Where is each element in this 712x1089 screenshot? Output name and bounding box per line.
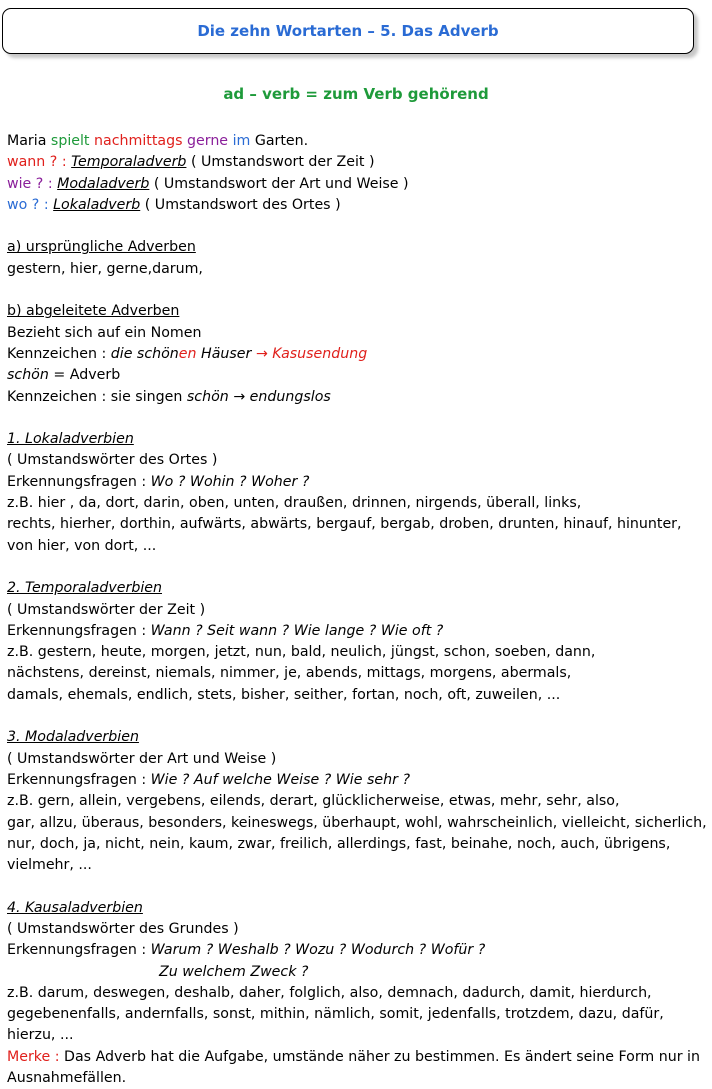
section-questions xyxy=(7,940,712,961)
section-desc: ( Umstandswörter der Zeit ) xyxy=(7,601,206,618)
section-heading: 2. Temporaladverbien xyxy=(7,580,162,597)
section-questions xyxy=(7,621,712,642)
type-modal xyxy=(7,174,712,195)
questions-label: Erkennungsfragen : xyxy=(7,942,147,959)
type-term: Temporaladverb xyxy=(71,154,187,171)
type-desc: ( Umstandswort der Art und Weise ) xyxy=(153,175,409,192)
merke-text: Das Adverb hat die Aufgabe, umstände näher zu bestimmen. Es ändert seine Form nur in xyxy=(64,1048,700,1065)
type-desc: ( Umstandswort des Ortes ) xyxy=(144,196,341,213)
section-heading: 4. Kausaladverbien xyxy=(7,899,143,916)
section-questions xyxy=(7,770,712,791)
section-b-heading: b) abgeleitete Adverben xyxy=(7,303,180,320)
kennzeichen-example-post: Häuser xyxy=(201,345,252,362)
example-line: von hier, von dort, ... xyxy=(7,537,157,554)
questions-text: Warum ? Weshalb ? Wozu ? Wodurch ? Wofür ? xyxy=(150,942,486,959)
type-term: Modaladverb xyxy=(57,175,150,192)
section-heading: 3. Modaladverbien xyxy=(7,729,139,746)
endungslos: endungslos xyxy=(249,388,331,405)
section-b-schoen xyxy=(7,365,712,386)
example-sentence xyxy=(7,131,712,152)
questions-text-continued: Zu welchem Zweck ? xyxy=(159,963,309,980)
type-question: wie ? : xyxy=(7,175,53,192)
kennzeichen-example-pre: die schön xyxy=(110,345,179,362)
questions-label: Erkennungsfragen : xyxy=(7,771,147,788)
example-line: z.B. gern, allein, vergebens, eilends, derart, glücklicherweise, etwas, mehr, sehr, also, xyxy=(7,793,620,810)
word-spielt: spielt xyxy=(50,133,90,149)
section-b-kennzeichen2 xyxy=(7,387,712,408)
questions-text: Wo ? Wohin ? Woher ? xyxy=(150,473,310,490)
section-a-examples: gestern, hier, gerne,darum, xyxy=(7,260,203,277)
type-question: wo ? : xyxy=(7,196,49,213)
kennzeichen-label: Kennzeichen : xyxy=(7,345,107,362)
page-title: Die zehn Wortarten – 5. Das Adverb xyxy=(197,22,499,40)
kennzeichen2-word: schön xyxy=(186,388,229,405)
example-line: z.B. darum, deswegen, deshalb, daher, folglich, also, demnach, dadurch, damit, hierdurch, xyxy=(7,984,652,1001)
kasus-ending: en xyxy=(178,345,197,362)
arrow-icon: → xyxy=(233,388,246,405)
example-line: gar, allzu, überaus, besonders, keineswegs, überhaupt, wohl, wahrscheinlich, vielleicht, sicherlich, xyxy=(7,814,707,831)
type-term: Lokaladverb xyxy=(53,196,141,213)
section-desc: ( Umstandswörter des Grundes ) xyxy=(7,920,239,937)
schoen-rest: = Adverb xyxy=(53,367,121,384)
example-line: z.B. gestern, heute, morgen, jetzt, nun, bald, neulich, jüngst, schon, soeben, dann, xyxy=(7,644,596,661)
example-line: gegebenenfalls, andernfalls, sonst, mithin, nämlich, somit, jedenfalls, trotzdem, dazu, dafür, xyxy=(7,1006,664,1023)
section-b-line1: Bezieht sich auf ein Nomen xyxy=(7,324,202,341)
arrow-icon: → xyxy=(255,345,268,362)
section-questions xyxy=(7,472,712,493)
section-desc: ( Umstandswörter der Art und Weise ) xyxy=(7,750,277,767)
example-line: rechts, hierher, dorthin, aufwärts, abwärts, bergauf, bergab, droben, drunten, hinauf, hinunter, xyxy=(7,516,682,533)
page-subtitle: ad – verb = zum Verb gehörend xyxy=(223,85,489,103)
word-maria: Maria xyxy=(7,133,47,149)
example-line: vielmehr, ... xyxy=(7,857,92,874)
example-line: nur, doch, ja, nicht, nein, kaum, zwar, freilich, allerdings, fast, beinahe, noch, auch, übrigens, xyxy=(7,835,671,852)
questions-text: Wann ? Seit wann ? Wie lange ? Wie oft ? xyxy=(150,622,444,639)
questions-text: Wie ? Auf welche Weise ? Wie sehr ? xyxy=(150,771,410,788)
word-gerne: gerne xyxy=(187,133,229,149)
word-im: im xyxy=(232,133,251,149)
example-line: nächstens, dereinst, niemals, nimmer, je, abends, mittags, morgens, abermals, xyxy=(7,665,572,682)
questions-label: Erkennungsfragen : xyxy=(7,622,147,639)
section-desc: ( Umstandswörter des Ortes ) xyxy=(7,452,218,469)
type-question: wann ? : xyxy=(7,154,67,171)
word-garten: Garten. xyxy=(254,133,309,149)
merke-line xyxy=(7,1047,712,1068)
title-box xyxy=(2,8,694,54)
questions-label: Erkennungsfragen : xyxy=(7,473,147,490)
type-temporal xyxy=(7,152,712,173)
example-line: hierzu, ... xyxy=(7,1027,74,1044)
word-nachmittags: nachmittags xyxy=(94,133,183,149)
schoen-word: schön xyxy=(7,367,49,384)
kasusendung: Kasusendung xyxy=(272,345,368,362)
section-b-kennzeichen1 xyxy=(7,344,712,365)
example-line: damals, ehemals, endlich, stets, bisher, seither, fortan, noch, oft, zuweilen, ... xyxy=(7,686,561,703)
section-heading: 1. Lokaladverbien xyxy=(7,431,134,448)
type-desc: ( Umstandswort der Zeit ) xyxy=(190,154,375,171)
section-a-heading: a) ursprüngliche Adverben xyxy=(7,239,196,256)
type-lokal xyxy=(7,195,712,216)
kennzeichen2-label: Kennzeichen : sie singen xyxy=(7,388,183,405)
example-line: z.B. hier , da, dort, darin, oben, unten, draußen, drinnen, nirgends, überall, links, xyxy=(7,495,582,512)
merke-line-2: Ausnahmefällen. xyxy=(7,1070,127,1087)
merke-label: Merke : xyxy=(7,1048,60,1065)
document-body xyxy=(7,131,712,1089)
